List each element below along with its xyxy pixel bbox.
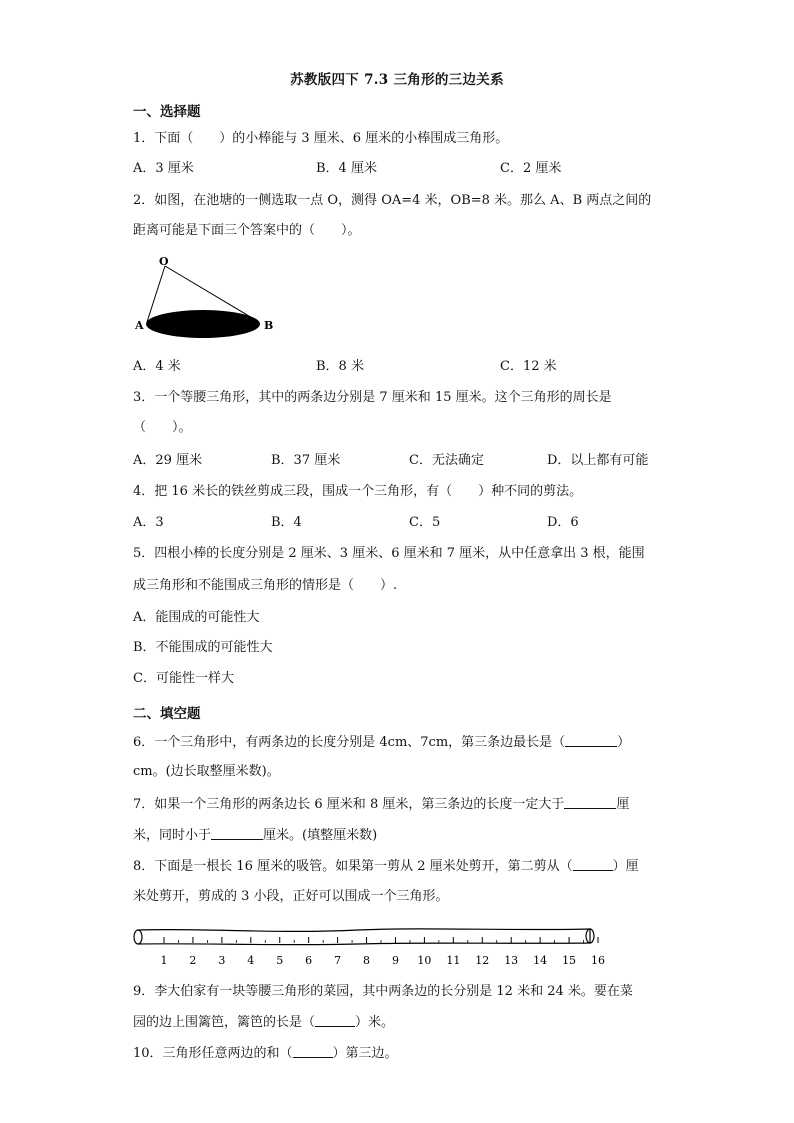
- q2-stem-line2: 距离可能是下面三个答案中的（ ）。: [133, 223, 361, 238]
- q4-option-a: A．3: [133, 515, 164, 530]
- q4-option-d: D．6: [547, 515, 579, 530]
- q9-answer-blank[interactable]: [315, 1013, 355, 1027]
- q8-stem-line1: [133, 857, 639, 876]
- q6-text-end: ）: [617, 735, 631, 750]
- q2-option-c: C．12 米: [500, 359, 557, 374]
- q7-stem-line1: [133, 795, 629, 814]
- section-heading-choice: 一、选择题: [133, 104, 201, 120]
- q10-text: 10．三角形任意两边的和（: [133, 1046, 293, 1061]
- q7-text-2-end: 厘米。(填整厘米数): [263, 828, 378, 843]
- segment-oa: [147, 266, 165, 322]
- q2-stem-line1: 2．如图，在池塘的一侧选取一点 O，测得 OA=4 米，OB=8 米。那么 A、B 两点之间的: [133, 193, 652, 208]
- q9-stem-line1: 9．李大伯家有一块等腰三角形的菜园，其中两条边的长分别是 12 米和 24 米。要在菜: [133, 984, 633, 999]
- q9-text: 园的边上围篱笆，篱笆的长是（: [133, 1015, 316, 1030]
- q5-stem-line1: 5．四根小棒的长度分别是 2 厘米、3 厘米、6 厘米和 7 厘米，从中任意拿出 3 根，能围: [133, 546, 645, 561]
- q6-stem-line1: [133, 733, 630, 752]
- q10-text-end: ）第三边。: [332, 1046, 398, 1061]
- straw-outline: [138, 929, 590, 945]
- page-title: 苏教版四下 7.3 三角形的三边关系: [290, 72, 504, 88]
- q7-text-2: 米，同时小于: [133, 828, 212, 843]
- q6-stem-line2: cm。(边长取整厘米数)。: [133, 764, 280, 779]
- ruler-tick-label: 6: [305, 954, 313, 967]
- ruler-tick-label: 5: [276, 954, 284, 967]
- ruler-ticks: [161, 937, 606, 967]
- q1-option-b: B．4 厘米: [316, 161, 377, 176]
- q7-answer-blank-2[interactable]: [211, 826, 263, 840]
- q2-option-a: A．4 米: [133, 359, 181, 374]
- straw-left-end: [134, 930, 142, 944]
- q5-option-c: C．可能性一样大: [133, 671, 234, 686]
- ruler-tick-label: 15: [562, 954, 577, 967]
- ruler-tick-label: 16: [591, 954, 605, 967]
- q5-option-a: A．能围成的可能性大: [133, 610, 260, 625]
- ruler-tick-label: 14: [533, 954, 548, 967]
- ruler-tick-label: 13: [504, 954, 519, 967]
- pond-figure: [130, 250, 290, 345]
- q10-stem: [133, 1044, 398, 1063]
- ruler-tick-label: 1: [160, 954, 168, 967]
- ruler-tick-label: 10: [417, 954, 432, 967]
- q10-answer-blank[interactable]: [293, 1044, 333, 1058]
- ruler-tick-label: 9: [391, 954, 399, 967]
- q7-text: 7．如果一个三角形的两条边长 6 厘米和 8 厘米，第三条边的长度一定大于: [133, 797, 565, 812]
- q9-text-end: ）米。: [355, 1015, 395, 1030]
- ruler-tick-label: 4: [247, 954, 255, 967]
- q8-text-end: ）厘: [612, 859, 639, 874]
- q7-answer-blank-1[interactable]: [564, 795, 616, 809]
- ruler-tick-label: 3: [218, 954, 226, 967]
- ruler-tick-label: 7: [334, 954, 342, 967]
- q8-stem-line2: 米处剪开，剪成的 3 小段，正好可以围成一个三角形。: [133, 889, 449, 904]
- q1-option-a: A．3 厘米: [133, 161, 194, 176]
- q3-option-a: A．29 厘米: [133, 453, 203, 468]
- q3-option-b: B．37 厘米: [271, 453, 341, 468]
- point-label-a: A: [135, 319, 144, 332]
- q8-text: 8．下面是一根长 16 厘米的吸管。如果第一剪从 2 厘米处剪开，第二剪从（: [133, 859, 573, 874]
- q8-answer-blank[interactable]: [573, 857, 613, 871]
- point-label-o: O: [159, 255, 169, 268]
- pond-shape: [146, 310, 260, 338]
- q1-option-c: C．2 厘米: [500, 161, 562, 176]
- ruler-tick-label: 2: [189, 954, 197, 967]
- q6-answer-blank[interactable]: [565, 733, 617, 747]
- q5-option-b: B．不能围成的可能性大: [133, 640, 273, 655]
- q7-text-end: 厘: [616, 797, 630, 812]
- q9-stem-line2: [133, 1013, 394, 1032]
- q5-stem-line2: 成三角形和不能围成三角形的情形是（ ）.: [133, 578, 398, 593]
- section-heading-fill: 二、填空题: [133, 706, 201, 722]
- q4-option-b: B．4: [271, 515, 302, 530]
- point-label-b: B: [264, 319, 274, 332]
- q1-stem: 1．下面（ ）的小棒能与 3 厘米、6 厘米的小棒围成三角形。: [133, 131, 509, 146]
- straw-ruler-figure: [128, 922, 608, 970]
- ruler-tick-label: 11: [446, 954, 461, 967]
- q4-stem: 4．把 16 米长的铁丝剪成三段，围成一个三角形，有（ ）种不同的剪法。: [133, 484, 583, 499]
- ruler-tick-label: 8: [363, 954, 371, 967]
- q4-option-c: C．5: [409, 515, 441, 530]
- ruler-tick-label: 12: [475, 954, 490, 967]
- q6-text: 6．一个三角形中，有两条边的长度分别是 4cm、7cm，第三条边最长是（: [133, 735, 566, 750]
- q3-option-c: C．无法确定: [409, 453, 484, 468]
- q3-stem-line1: 3．一个等腰三角形，其中的两条边分别是 7 厘米和 15 厘米。这个三角形的周长是: [133, 390, 612, 405]
- q7-stem-line2: [133, 826, 377, 845]
- q2-option-b: B．8 米: [316, 359, 364, 374]
- q3-stem-line2: （ ）。: [133, 420, 192, 435]
- q3-option-d: D．以上都有可能: [547, 453, 649, 468]
